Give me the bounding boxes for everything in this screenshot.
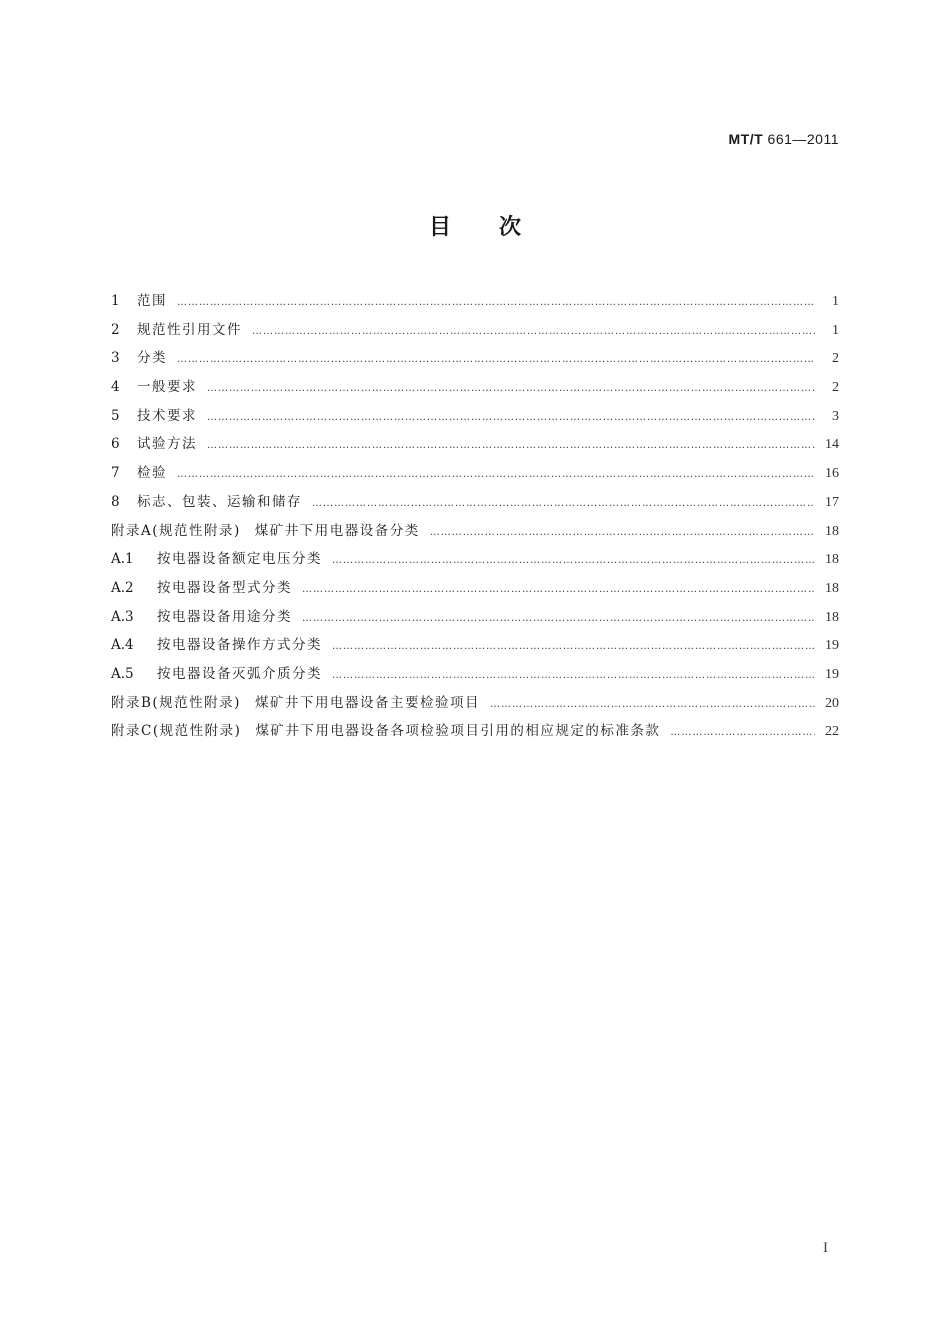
toc-entry-number: 2 (111, 321, 120, 338)
toc-entry-label (111, 717, 660, 746)
toc-entry-7[interactable] (111, 459, 839, 488)
toc-appendix-heading: 附录B(规范性附录) (111, 694, 241, 711)
page-title-char-2: 次 (499, 215, 522, 240)
toc-entry-page: 22 (825, 724, 839, 740)
toc-entry-page: 2 (832, 351, 839, 367)
toc-entry-label: 范围 (137, 293, 167, 309)
toc-entry-page: 20 (825, 695, 839, 711)
toc-leader-dots (332, 547, 815, 576)
toc-entry-label: 一般要求 (137, 379, 197, 396)
toc-entry-number: 3 (111, 350, 120, 367)
toc-entry-6[interactable] (111, 430, 839, 459)
toc-entry-page: 18 (825, 609, 839, 625)
page-title-char-1: 目 (428, 215, 451, 240)
toc-entry-page: 14 (825, 437, 839, 453)
toc-leader-dots (177, 461, 815, 490)
toc-entry-number: 6 (111, 436, 120, 453)
toc-appendix-title: 煤矿井下用电器设备主要检验项目 (254, 694, 480, 711)
toc-entry-a3[interactable] (111, 603, 839, 632)
toc-entry-page: 2 (832, 380, 839, 396)
toc-entry-8[interactable] (111, 488, 839, 517)
toc-leader-dots (302, 605, 815, 634)
toc-leader-dots (252, 318, 815, 347)
toc-entry-label: 规范性引用文件 (137, 321, 242, 338)
toc-leader-dots (207, 404, 815, 433)
standard-code (728, 131, 839, 147)
toc-appendix-heading: 附录C(规范性附录) (111, 723, 242, 740)
toc-leader-dots (490, 691, 815, 720)
table-of-contents (111, 287, 839, 746)
toc-entry-number: 8 (111, 493, 120, 510)
toc-entry-1[interactable] (111, 287, 839, 316)
toc-leader-dots (302, 576, 815, 605)
toc-appendix-title: 煤矿井下用电器设备各项检验项目引用的相应规定的标准条款 (255, 723, 661, 740)
toc-entry-appendix-c[interactable] (111, 717, 839, 746)
standard-code-prefix: MT/T (728, 131, 764, 147)
toc-entry-4[interactable] (111, 373, 839, 402)
toc-leader-dots (177, 346, 815, 375)
toc-leader-dots (207, 375, 815, 404)
toc-entry-label: 标志、包装、运输和储存 (137, 493, 302, 510)
toc-entry-page: 18 (825, 552, 839, 568)
toc-entry-label: 按电器设备操作方式分类 (157, 637, 322, 654)
toc-entry-number: A.2 (111, 579, 134, 596)
toc-entry-page: 17 (825, 494, 839, 510)
toc-entry-label: 按电器设备额定电压分类 (157, 551, 322, 568)
toc-entry-number: A.3 (111, 608, 134, 625)
toc-entry-page: 16 (825, 466, 839, 482)
toc-entry-label: 按电器设备用途分类 (157, 608, 292, 625)
toc-entry-label: 分类 (137, 350, 167, 367)
toc-leader-dots (430, 519, 815, 548)
toc-entry-number: 4 (111, 379, 120, 396)
toc-entry-label (111, 689, 480, 718)
toc-entry-a1[interactable] (111, 545, 839, 574)
toc-entry-number: A.1 (111, 551, 134, 568)
toc-entry-label: 技术要求 (137, 407, 197, 424)
toc-entry-page: 1 (832, 294, 839, 309)
toc-entry-number: A.5 (111, 665, 134, 682)
toc-entry-3[interactable] (111, 344, 839, 373)
toc-entry-page: 3 (832, 408, 839, 424)
page-title (0, 210, 950, 241)
toc-leader-dots (177, 289, 815, 318)
toc-entry-a4[interactable] (111, 631, 839, 660)
toc-appendix-heading: 附录A(规范性附录) (111, 522, 241, 539)
toc-entry-number: A.4 (111, 637, 134, 654)
toc-entry-label (111, 517, 420, 546)
toc-entry-5[interactable] (111, 402, 839, 431)
toc-entry-label: 按电器设备型式分类 (157, 579, 292, 596)
toc-entry-appendix-a[interactable] (111, 517, 839, 546)
toc-entry-label: 检验 (137, 465, 167, 482)
toc-entry-page: 18 (825, 580, 839, 596)
toc-leader-dots (207, 432, 815, 461)
toc-entry-page: 19 (825, 638, 839, 654)
toc-leader-dots (312, 490, 815, 519)
toc-leader-dots (670, 719, 815, 748)
toc-entry-number: 7 (111, 465, 120, 482)
toc-leader-dots (332, 633, 815, 662)
toc-entry-page: 18 (825, 523, 839, 539)
toc-leader-dots (332, 662, 815, 691)
toc-entry-2[interactable] (111, 316, 839, 345)
toc-entry-label: 试验方法 (137, 436, 197, 453)
toc-entry-a2[interactable] (111, 574, 839, 603)
toc-entry-page: 19 (825, 666, 839, 682)
toc-appendix-title: 煤矿井下用电器设备分类 (254, 522, 420, 539)
toc-entry-label: 按电器设备灭弧介质分类 (157, 665, 322, 682)
toc-entry-page: 1 (832, 322, 839, 338)
toc-entry-a5[interactable] (111, 660, 839, 689)
standard-code-number: 661—2011 (767, 131, 839, 147)
toc-entry-number: 1 (111, 293, 120, 309)
toc-entry-number: 5 (111, 407, 120, 424)
page-number: I (823, 1240, 828, 1256)
toc-entry-appendix-b[interactable] (111, 689, 839, 718)
